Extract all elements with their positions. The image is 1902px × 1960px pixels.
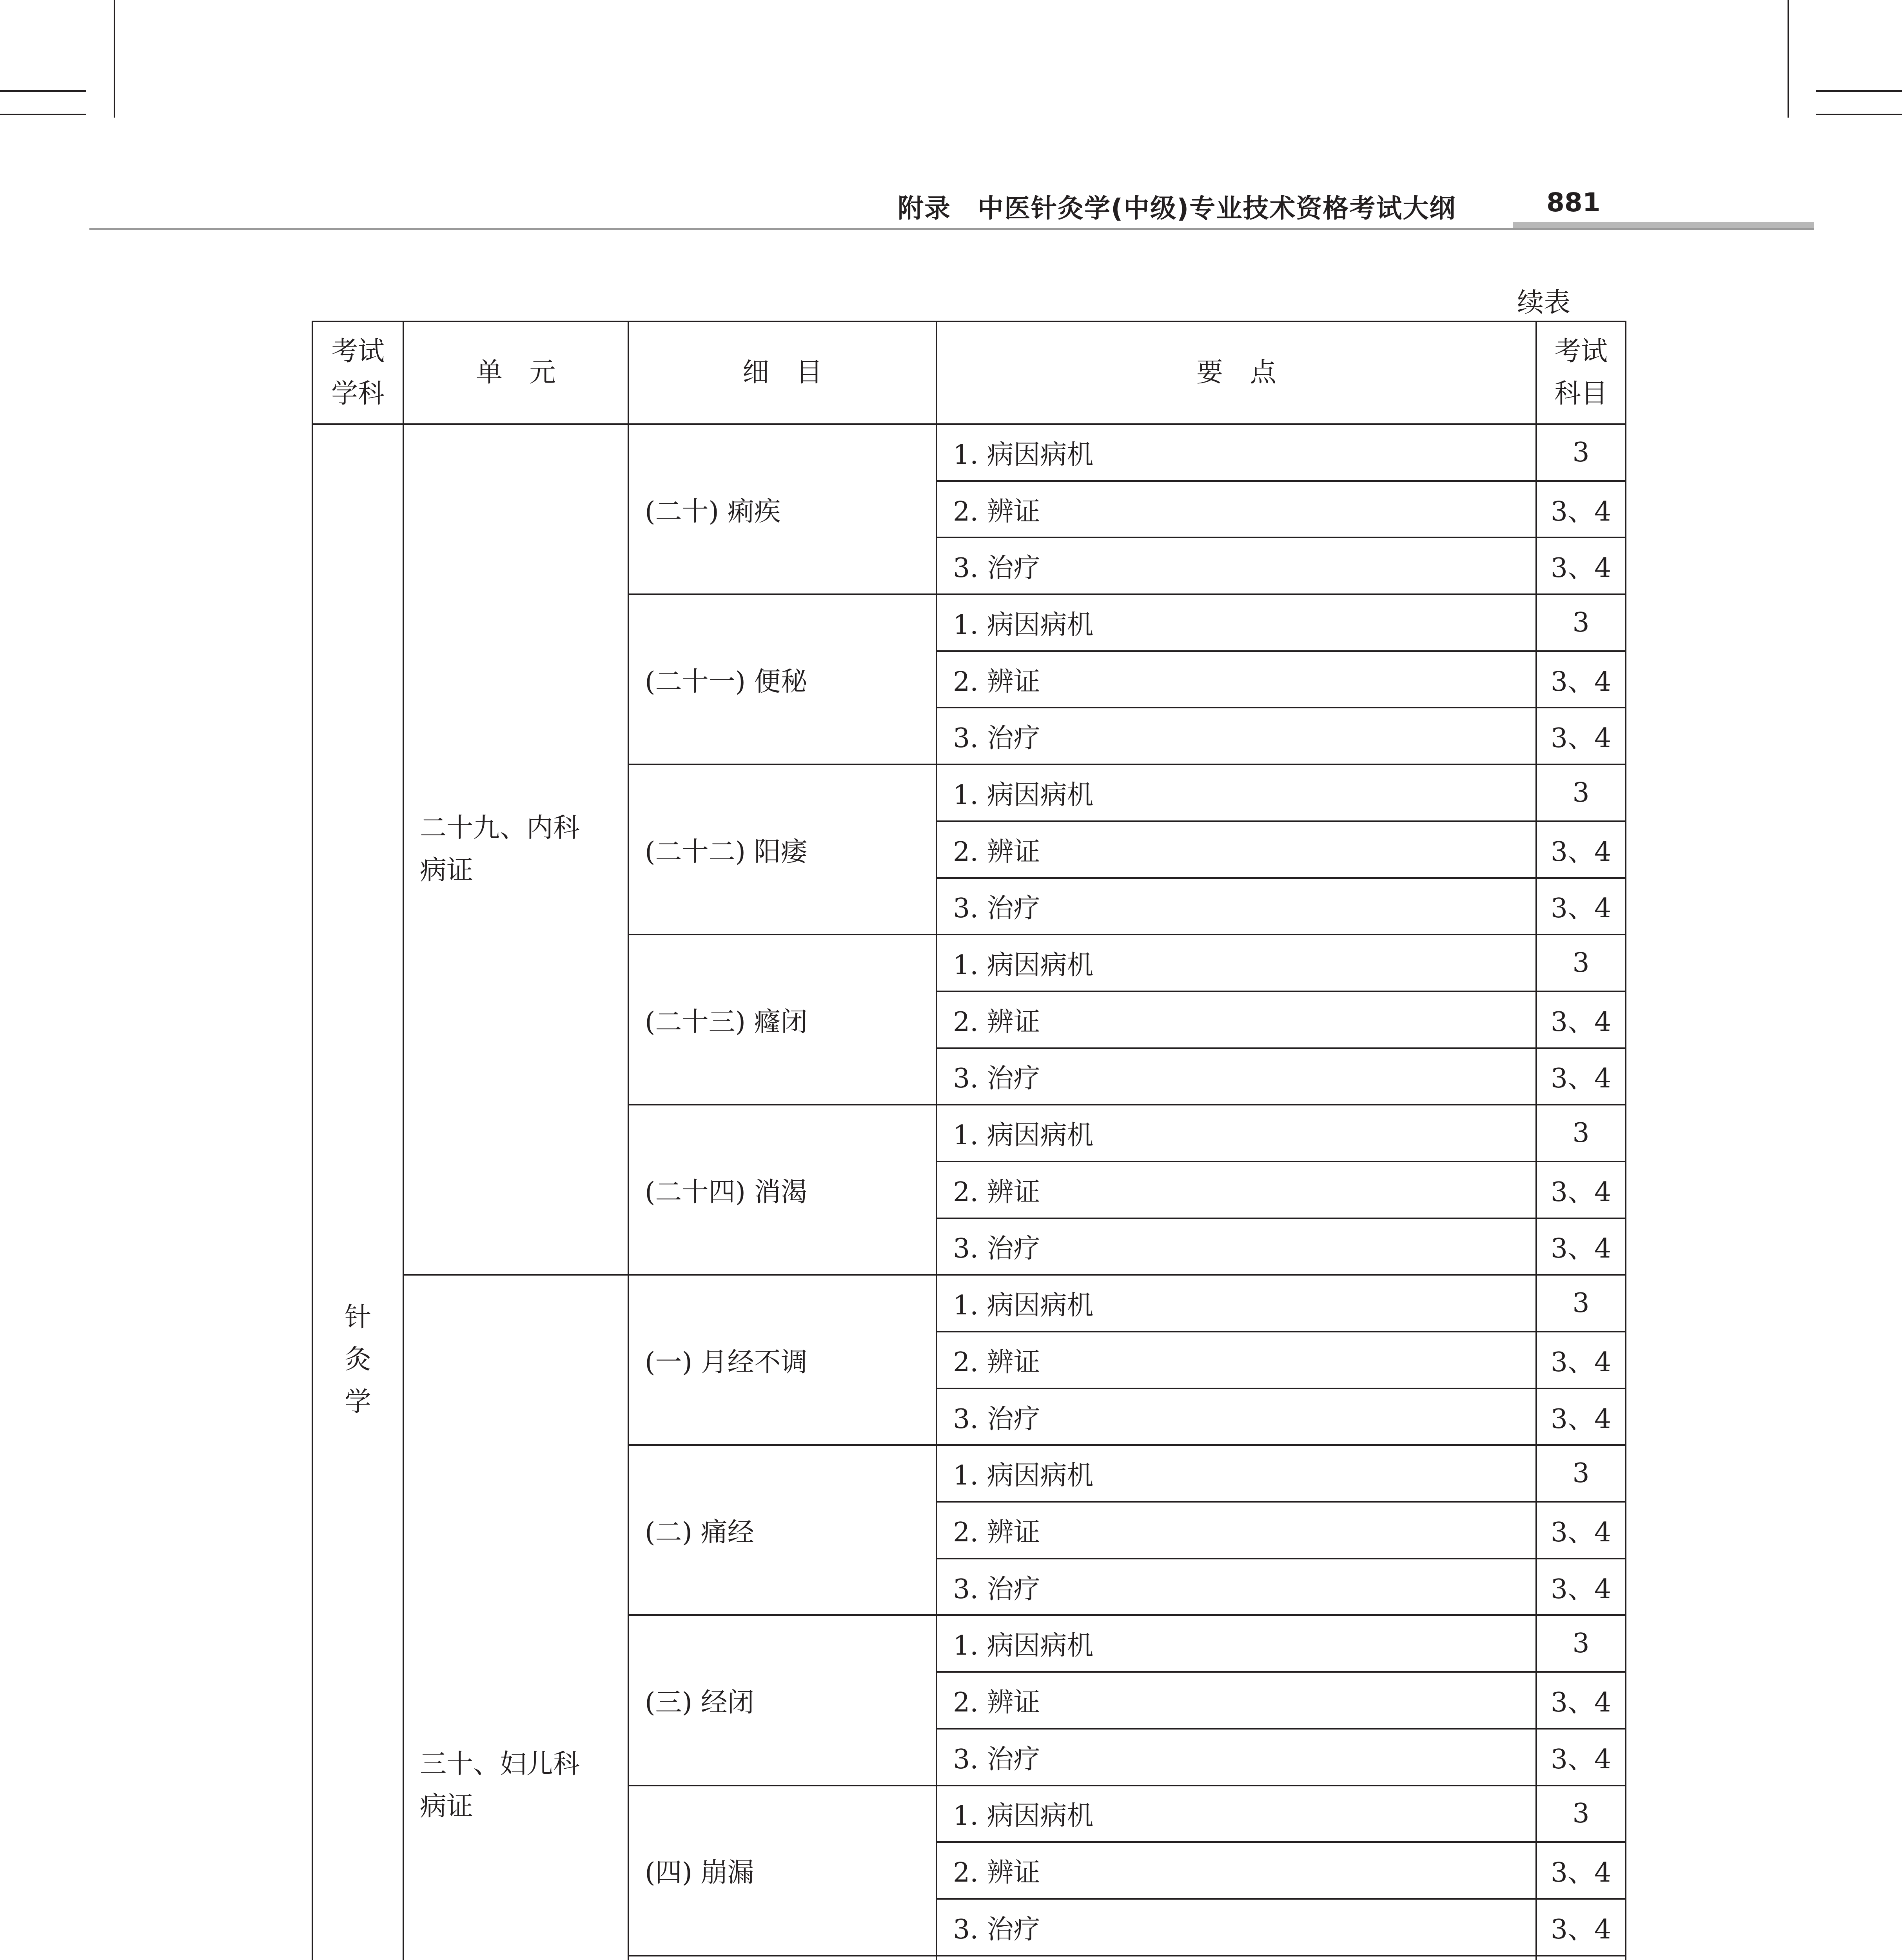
point-cell: 2. 辨证 [936,821,1536,878]
point-cell: 3. 治疗 [936,1729,1536,1786]
header-exam: 考试科目 [1536,321,1626,424]
unit-cell: 二十九、内科病证 [403,424,628,1275]
crop-mark [0,114,86,115]
subject-cell: 针灸学 [312,424,403,1960]
exam-cell: 3、4 [1536,651,1626,708]
item-cell: (二十一) 便秘 [628,594,936,764]
point-cell: 1. 病因病机 [936,424,1536,481]
exam-cell: 3 [1536,935,1626,991]
crop-mark [1816,90,1902,92]
exam-cell: 3 [1536,594,1626,651]
point-cell: 2. 辨证 [936,1502,1536,1559]
exam-cell: 3、4 [1536,708,1626,764]
point-cell: 2. 辨证 [936,991,1536,1048]
point-cell: 1. 病因病机 [936,1445,1536,1502]
point-cell: 3. 治疗 [936,537,1536,594]
item-cell: (二十) 痢疾 [628,424,936,594]
exam-cell: 3 [1536,1786,1626,1842]
table-header-row [312,321,1626,424]
point-cell: 3. 治疗 [936,878,1536,935]
page-number: 881 [1546,187,1601,218]
exam-cell: 3 [1536,1275,1626,1332]
point-cell: 2. 辨证 [936,1161,1536,1218]
exam-cell: 3、4 [1536,537,1626,594]
point-cell [936,1956,1536,1960]
exam-cell: 3、4 [1536,878,1626,935]
point-cell: 1. 病因病机 [936,764,1536,821]
header-subject: 考试学科 [312,321,403,424]
exam-cell: 3、4 [1536,1559,1626,1615]
item-cell: (二十三) 癃闭 [628,935,936,1105]
table-row [312,424,1626,481]
item-cell: (二) 痛经 [628,1445,936,1615]
exam-cell: 3、4 [1536,991,1626,1048]
exam-cell: 3、4 [1536,1218,1626,1275]
exam-cell: 3 [1536,424,1626,481]
running-header-title: 附录 中医针灸学(中级)专业技术资格考试大纲 [898,193,1456,223]
item-cell: (四) 崩漏 [628,1786,936,1956]
header-point: 要 点 [936,321,1536,424]
exam-cell: 3、4 [1536,1332,1626,1388]
point-cell: 2. 辨证 [936,1672,1536,1729]
item-cell: (二十二) 阳痿 [628,764,936,935]
header-unit: 单 元 [403,321,628,424]
exam-cell: 3、4 [1536,481,1626,538]
point-cell: 2. 辨证 [936,651,1536,708]
crop-mark [1788,0,1789,118]
exam-cell [1536,1956,1626,1960]
exam-cell: 3、4 [1536,1842,1626,1899]
point-cell: 1. 病因病机 [936,1786,1536,1842]
point-cell: 3. 治疗 [936,1388,1536,1445]
point-cell: 2. 辨证 [936,1332,1536,1388]
point-cell: 1. 病因病机 [936,1275,1536,1332]
header-item: 细 目 [628,321,936,424]
point-cell: 1. 病因病机 [936,935,1536,991]
exam-cell: 3、4 [1536,1161,1626,1218]
crop-mark [0,90,86,92]
item-cell [628,1956,936,1960]
crop-mark [1816,114,1902,115]
point-cell: 2. 辨证 [936,481,1536,538]
item-cell: (三) 经闭 [628,1615,936,1785]
exam-cell: 3、4 [1536,1388,1626,1445]
exam-cell: 3、4 [1536,1672,1626,1729]
continued-label: 续表 [1517,287,1571,318]
point-cell: 3. 治疗 [936,708,1536,764]
table-row [312,1275,1626,1332]
point-cell: 3. 治疗 [936,1899,1536,1956]
item-cell: (二十四) 消渴 [628,1105,936,1275]
exam-cell: 3 [1536,1445,1626,1502]
point-cell: 1. 病因病机 [936,1105,1536,1161]
header-rule [89,228,1814,230]
exam-cell: 3 [1536,1615,1626,1672]
point-cell: 3. 治疗 [936,1218,1536,1275]
exam-cell: 3、4 [1536,1048,1626,1105]
exam-cell: 3 [1536,1105,1626,1161]
point-cell: 3. 治疗 [936,1048,1536,1105]
syllabus-table [312,321,1626,1960]
exam-cell: 3、4 [1536,1899,1626,1956]
exam-cell: 3 [1536,764,1626,821]
point-cell: 1. 病因病机 [936,594,1536,651]
crop-mark [114,0,115,118]
point-cell: 3. 治疗 [936,1559,1536,1615]
exam-cell: 3、4 [1536,1502,1626,1559]
exam-cell: 3、4 [1536,1729,1626,1786]
point-cell: 1. 病因病机 [936,1615,1536,1672]
exam-cell: 3、4 [1536,821,1626,878]
unit-cell: 三十、妇儿科病证 [403,1275,628,1960]
point-cell: 2. 辨证 [936,1842,1536,1899]
item-cell: (一) 月经不调 [628,1275,936,1445]
